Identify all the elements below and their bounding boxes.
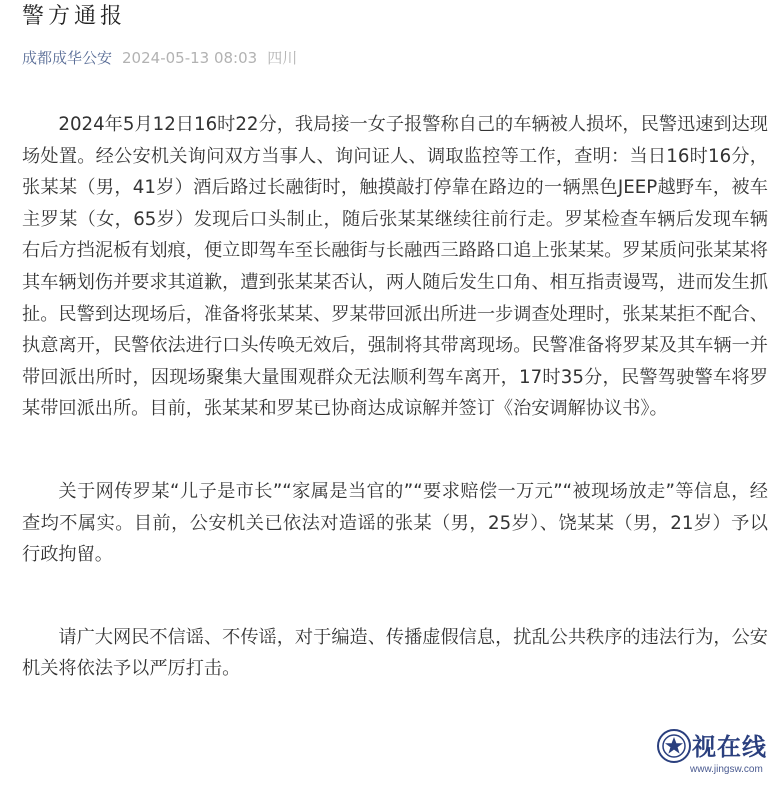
page-title: 警方通报	[22, 4, 127, 29]
watermark-url: www.jingsw.com	[690, 764, 763, 775]
paragraph: 请广大网民不信谣、不传谣，对于编造、传播虚假信息，扰乱公共秩序的违法行为，公安机关将依法予以严厉打击。	[22, 626, 768, 680]
publish-time: 2024-05-13 08:03	[122, 49, 258, 67]
publish-region: 四川	[267, 49, 298, 67]
watermark-text: 视在线	[692, 732, 767, 761]
police-badge-icon	[656, 728, 692, 764]
paragraph: 关于网传罗某“儿子是市长”“家属是当官的”“要求赔偿一万元”“被现场放走”等信息，经查均不属实。目前，公安机关已依法对造谣的张某（男，25岁）、饶某某（男，21岁）予以行政拘留。	[22, 480, 768, 566]
source-account-link[interactable]: 成都成华公安	[22, 49, 113, 67]
article-body	[22, 109, 768, 685]
paragraph: 2024年5月12日16时22分，我局接一女子报警称自己的车辆被人损坏，民警迅速到达现场处置。经公安机关询问双方当事人、询问证人、调取监控等工作，查明：当日16时16分，张某某（男，41岁）酒后路过长融街时，触摸敲打停靠在路边的一辆黑色JEEP越野车，被车主罗某（女，65岁）发现后口头制止，随后张某某继续往前行走。罗某检查车辆后发现车辆右后方挡泥板有划痕，便立即驾车至长融街与长融西三路路口追上张某某。罗某质问张某某将其车辆划伤并要求其道歉，遭到张某某否认，两人随后发生口角、相互指责谩骂，进而发生抓扯。民警到达现场后，准备将张某某、罗某带回派出所进一步调查处理时，张某某拒不配合、执意离开，民警依法进行口头传唤无效后，强制将其带离现场。民警准备将罗某及其车辆一并带回派出所时，因现场聚集大量围观群众无法顺利驾车离开，17时35分，民警驾驶警车将罗某带回派出所。目前，张某某和罗某已协商达成谅解并签订《治安调解协议书》。	[22, 114, 768, 420]
article-meta	[22, 46, 297, 70]
watermark	[654, 726, 774, 784]
